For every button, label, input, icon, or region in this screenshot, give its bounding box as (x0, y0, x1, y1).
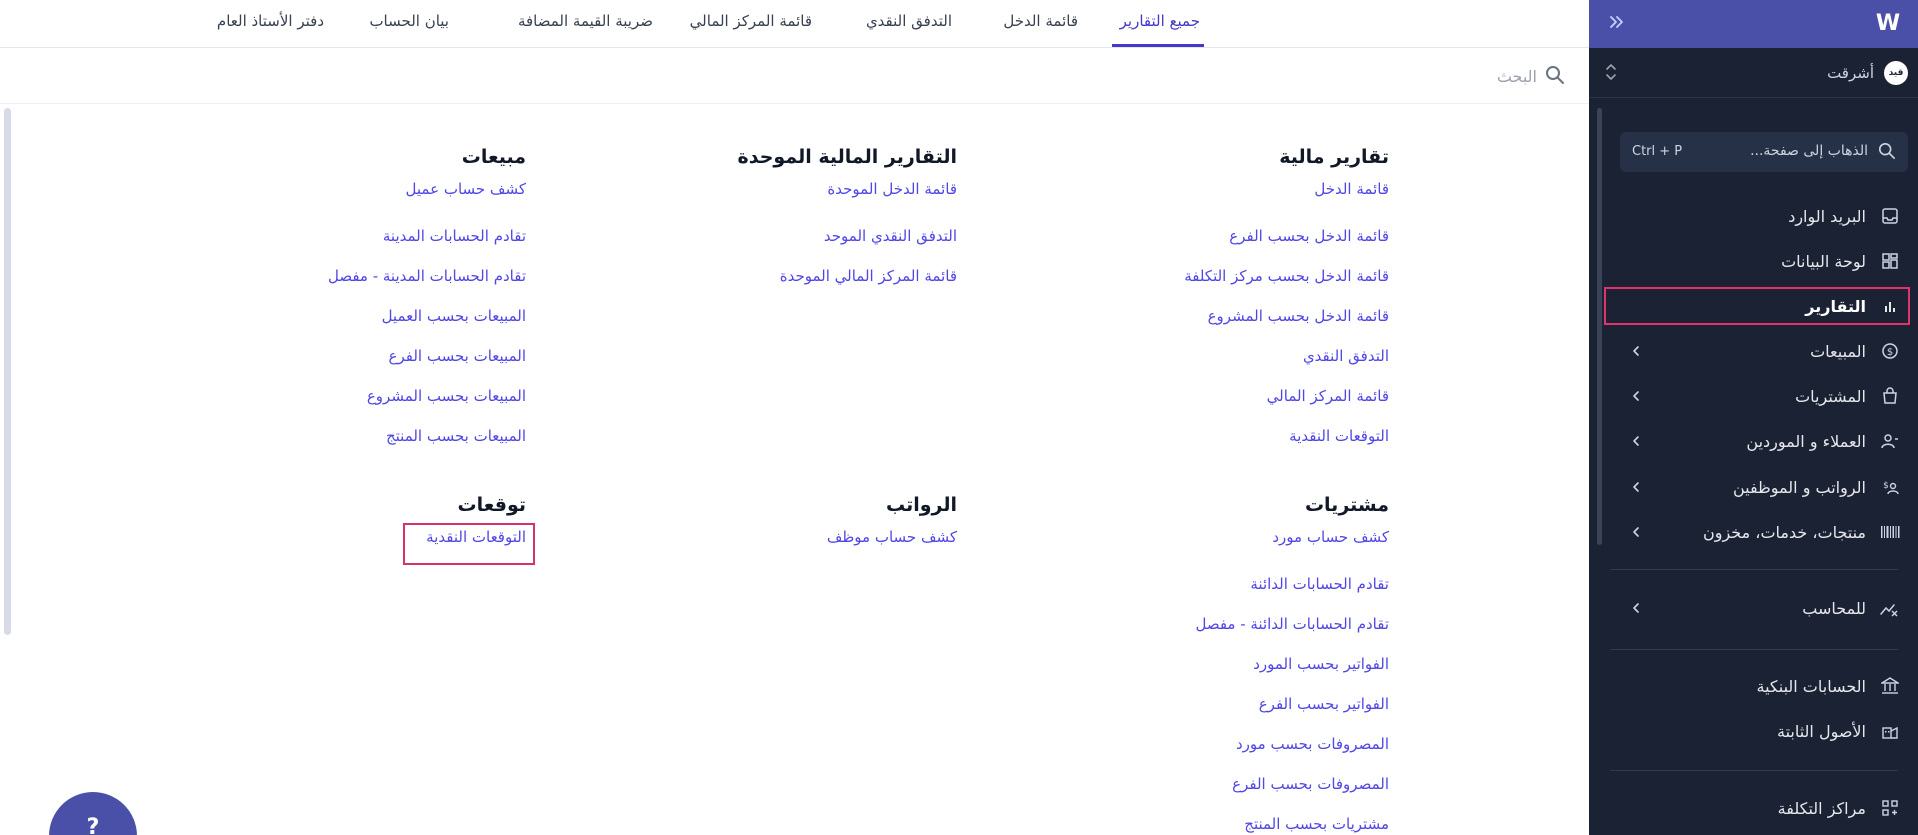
report-link[interactable]: التوقعات النقدية (426, 528, 526, 546)
svg-text:$: $ (1883, 481, 1889, 491)
section-title: مبيعات (461, 146, 526, 168)
tab-general-ledger[interactable]: دفتر الأستاذ العام (216, 12, 324, 30)
tab-balance-sheet[interactable]: قائمة المركز المالي (689, 12, 812, 30)
sidebar-item-label: البريد الوارد (1788, 206, 1866, 226)
report-link[interactable]: التدفق النقدي (1302, 347, 1389, 365)
sidebar-item-sales[interactable] (1616, 332, 1908, 370)
sidebar-item-contacts[interactable] (1616, 422, 1908, 460)
report-link[interactable]: تقادم الحسابات الدائنة - مفصل (1195, 615, 1389, 633)
tab-income-statement[interactable]: قائمة الدخل (1003, 12, 1078, 30)
highlight-box (403, 523, 535, 565)
svg-text:$: $ (1886, 347, 1894, 358)
sidebar-item-payroll[interactable] (1616, 468, 1908, 506)
sidebar-item-label: الأصول الثابتة (1776, 721, 1866, 741)
sidebar-divider (1610, 569, 1898, 570)
sidebar-item-label: التقارير (1805, 296, 1866, 316)
sidebar-item-reports[interactable] (1604, 287, 1910, 325)
app-logo: W (1875, 11, 1901, 36)
dollar-icon (1878, 339, 1902, 363)
sidebar-item-fixed-assets[interactable] (1616, 712, 1908, 750)
payroll-icon (1878, 475, 1902, 499)
section-financial-reports (1184, 144, 1389, 456)
grid-plus-icon (1878, 796, 1902, 820)
sidebar-item-label: المشتريات (1795, 386, 1866, 406)
chevron-left-icon (1626, 598, 1646, 618)
help-button[interactable]: ? (49, 792, 137, 835)
sidebar-item-label: للمحاسب (1802, 598, 1866, 618)
section-title: الرواتب (885, 494, 957, 516)
search-icon (1545, 65, 1565, 85)
sidebar-divider (1610, 649, 1898, 650)
sidebar-header (1589, 0, 1918, 48)
report-link[interactable]: الفواتير بحسب المورد (1253, 655, 1389, 673)
sidebar-item-label: الرواتب و الموظفين (1732, 477, 1866, 497)
organization-switcher[interactable] (1589, 48, 1918, 98)
report-link[interactable]: كشف حساب مورد (1272, 528, 1389, 546)
chevron-left-icon (1626, 477, 1646, 497)
report-link[interactable]: قائمة الدخل بحسب المشروع (1207, 307, 1389, 325)
sidebar-item-purchases[interactable] (1616, 377, 1908, 415)
section-title: التقارير المالية الموحدة (737, 146, 957, 168)
sidebar-item-label: لوحة البيانات (1781, 251, 1866, 271)
sidebar-item-label: منتجات، خدمات، مخزون (1703, 522, 1866, 542)
report-link[interactable]: المبيعات بحسب المنتج (385, 427, 526, 445)
section-consolidated-reports (738, 144, 957, 296)
inbox-icon (1878, 204, 1902, 228)
section-sales (328, 144, 526, 456)
go-to-page-search[interactable] (1620, 132, 1908, 172)
sidebar-item-products[interactable] (1616, 513, 1908, 551)
collapse-sidebar-icon[interactable] (1605, 12, 1629, 36)
report-link[interactable]: تقادم الحسابات المدينة (382, 227, 526, 245)
chevron-left-icon (1626, 386, 1646, 406)
contacts-icon (1878, 429, 1902, 453)
report-link[interactable]: قائمة المركز المالي (1266, 387, 1389, 405)
report-link[interactable]: تقادم الحسابات المدينة - مفصل (327, 267, 526, 285)
report-link[interactable]: تقادم الحسابات الدائنة (1250, 575, 1389, 593)
tab-cash-flow[interactable]: التدفق النقدي (865, 12, 952, 30)
sidebar-item-inbox[interactable] (1616, 197, 1908, 235)
report-link[interactable]: المبيعات بحسب المشروع (366, 387, 526, 405)
report-link[interactable]: التوقعات النقدية (1289, 427, 1389, 445)
reports-icon (1878, 294, 1902, 318)
chevron-left-icon (1626, 341, 1646, 361)
go-to-page-placeholder: الذهاب إلى صفحة... (1750, 143, 1868, 159)
sidebar-item-accountant[interactable] (1616, 589, 1908, 627)
sidebar-item-label: مراكز التكلفة (1777, 798, 1866, 818)
report-link[interactable]: المصروفات بحسب مورد (1235, 735, 1389, 753)
tab-account-statement[interactable]: بيان الحساب (369, 12, 449, 30)
report-link[interactable]: المبيعات بحسب العميل (381, 307, 526, 325)
bank-icon (1878, 674, 1902, 698)
report-link[interactable]: مشتريات بحسب المنتج (1244, 815, 1389, 833)
sidebar-scrollbar[interactable] (1597, 108, 1602, 545)
sidebar-item-cost-centers[interactable] (1616, 789, 1908, 827)
report-link[interactable]: المبيعات بحسب الفرع (388, 347, 526, 365)
report-link[interactable]: قائمة الدخل الموحدة (827, 180, 957, 198)
report-tabs (0, 0, 1589, 48)
search-bar (0, 48, 1589, 104)
search-input[interactable] (1137, 62, 1537, 90)
organization-name: أشرقت (1827, 64, 1874, 82)
avatar: قيد (1884, 61, 1908, 85)
report-link[interactable]: قائمة المركز المالي الموحدة (779, 267, 957, 285)
section-purchases (1195, 492, 1389, 835)
active-tab-underline (1112, 44, 1204, 47)
section-title: تقارير مالية (1279, 146, 1389, 168)
main-scrollbar[interactable] (4, 108, 11, 635)
report-link[interactable]: التدفق النقدي الموحد (823, 227, 957, 245)
sidebar (1589, 0, 1918, 835)
sidebar-item-bank-accounts[interactable] (1616, 667, 1908, 705)
dashboard-icon (1878, 249, 1902, 273)
section-title: مشتريات (1304, 494, 1389, 516)
report-link[interactable]: كشف حساب عميل (405, 180, 526, 198)
chevron-left-icon (1626, 431, 1646, 451)
section-payroll (827, 492, 957, 564)
chevron-left-icon (1626, 522, 1646, 542)
tab-vat[interactable]: ضريبة القيمة المضافة (517, 12, 653, 30)
report-link[interactable]: المصروفات بحسب الفرع (1232, 775, 1389, 793)
sidebar-item-label: المبيعات (1810, 341, 1866, 361)
shopping-bag-icon (1878, 384, 1902, 408)
accountant-icon (1878, 596, 1902, 620)
sidebar-item-dashboard[interactable] (1616, 242, 1908, 280)
sidebar-item-label: الحسابات البنكية (1756, 676, 1866, 696)
sidebar-item-label: العملاء و الموردين (1746, 431, 1866, 451)
barcode-icon (1878, 520, 1902, 544)
search-icon (1878, 142, 1896, 160)
section-title: توقعات (457, 494, 526, 516)
building-icon (1878, 719, 1902, 743)
keyboard-shortcut: Ctrl + P (1632, 144, 1683, 159)
report-link[interactable]: الفواتير بحسب الفرع (1258, 695, 1389, 713)
report-link[interactable]: قائمة الدخل بحسب الفرع (1229, 227, 1389, 245)
report-link[interactable]: قائمة الدخل (1314, 180, 1389, 198)
chevron-updown-icon (1605, 61, 1617, 85)
report-link[interactable]: كشف حساب موظف (826, 528, 957, 546)
sidebar-divider (1610, 770, 1898, 771)
report-link[interactable]: قائمة الدخل بحسب مركز التكلفة (1184, 267, 1389, 285)
tab-all-reports[interactable]: جميع التقارير (1119, 12, 1200, 30)
